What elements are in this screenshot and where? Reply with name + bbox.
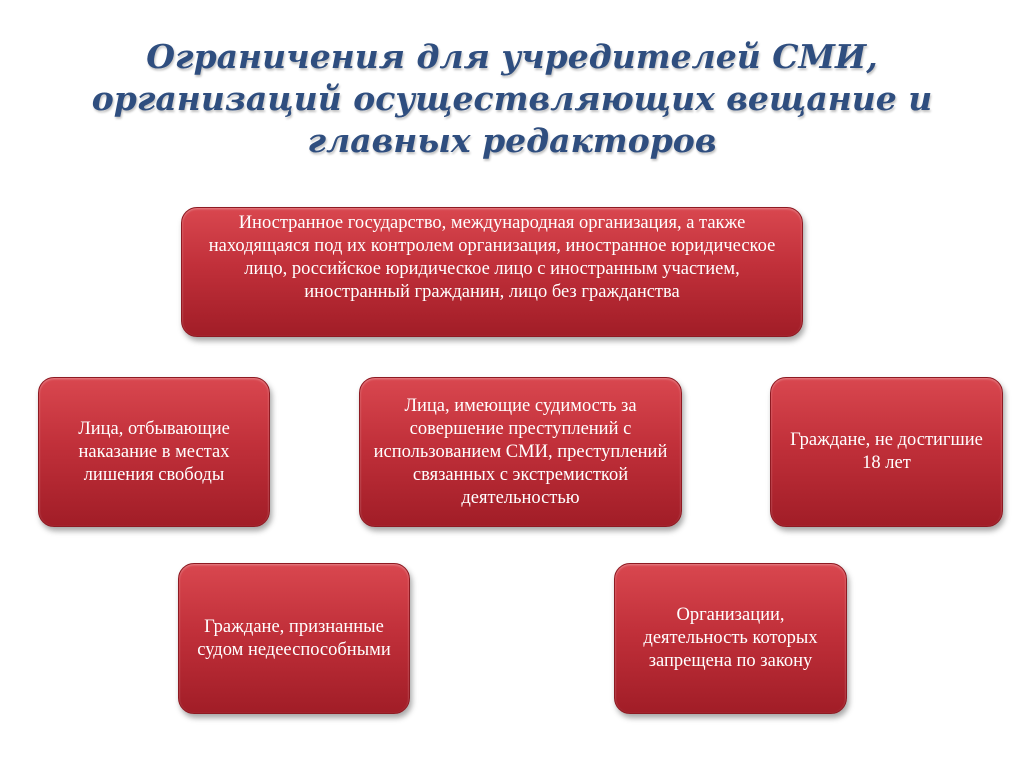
prisoners-text: Лица, отбывающие наказание в местах лишения свободы: [78, 418, 230, 485]
title-line-3: главных редакторов: [307, 121, 717, 160]
slide-title: [60, 36, 964, 162]
incapacitated-citizens-box: [178, 563, 410, 714]
convicted-persons-box: [359, 377, 682, 527]
banned-organizations-box: [614, 563, 847, 714]
minors-text: Граждане, не достигшие 18 лет: [790, 430, 983, 473]
incapacitated-citizens-text: Граждане, признанные судом недееспособными: [197, 616, 391, 660]
banned-organizations-text: Организации, деятельность которых запрещена по закону: [643, 605, 818, 671]
minors-box: [770, 377, 1003, 527]
foreign-entities-text: Иностранное государство, международная организация, а также находящаяся под их контролем организация, иностранное юридическое лицо, российское юридическое лицо с иностранным участием, иностранный гражданин, лицо без гражданства: [208, 213, 776, 302]
title-line-2: организаций осуществляющих вещание и: [91, 79, 933, 118]
prisoners-box: [38, 377, 270, 527]
convicted-persons-text: Лица, имеющие судимость за совершение преступлений с использованием СМИ, преступлений связанных с экстремисткой деятельностью: [373, 395, 668, 508]
foreign-entities-box: [181, 207, 803, 337]
title-line-1: Ограничения для учредителей СМИ,: [146, 37, 878, 76]
